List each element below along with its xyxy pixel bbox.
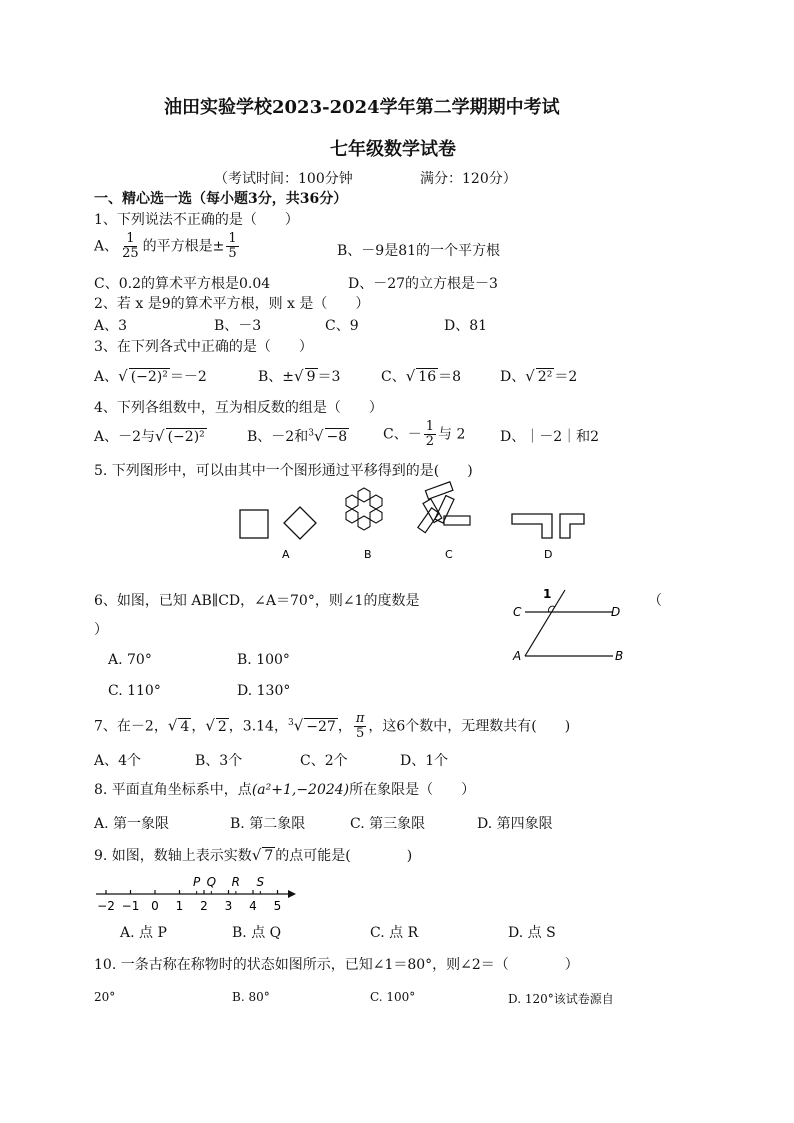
- fig-label-a: A: [513, 649, 522, 663]
- question-4-option-d: D、｜－2｜和2: [500, 429, 600, 445]
- axis-point-label: S: [256, 875, 265, 889]
- question-9-option-a: A. 点 P: [120, 925, 167, 941]
- figure-label-d: D: [544, 548, 553, 561]
- question-10-trailing-text: 该试卷源自: [553, 992, 614, 1006]
- question-6-paren-close: ）: [94, 622, 108, 638]
- fig-label-c: C: [513, 605, 522, 619]
- question-4-option-c: C、－ $\frac{1}{2}$ 与 2: [383, 419, 466, 449]
- axis-tick-label: 3: [224, 899, 233, 913]
- question-4-option-a: A、－2与√ (−2)²: [94, 427, 205, 445]
- question-6-option-d: D. 130°: [237, 683, 291, 699]
- figure-a-diamond: [284, 507, 316, 539]
- question-7-option-b: B、3个: [195, 753, 243, 769]
- question-3-option-c: C、√ 16 ＝8: [381, 367, 462, 385]
- question-5-stem: 5. 下列图形中，可以由其中一个图形通过平移得到的是( ): [94, 463, 473, 479]
- axis-tick-label: −2: [97, 899, 115, 913]
- axis-point-label: R: [231, 875, 241, 889]
- question-9-option-b: B. 点 Q: [232, 925, 282, 941]
- question-10-option-b: B. 80°: [232, 990, 270, 1004]
- question-3-option-a: A、√ (−2)² ＝－2: [94, 367, 207, 385]
- figure-label-b: B: [364, 548, 372, 561]
- exam-title: 油田实验学校2023-2024学年第二学期期中考试: [164, 97, 560, 118]
- figure-a-square: [240, 510, 268, 538]
- question-7-option-c: C、2个: [300, 753, 348, 769]
- question-8-option-a: A. 第一象限: [94, 816, 170, 832]
- question-2-option-a: A、3: [94, 318, 128, 334]
- axis-tick-label: 4: [249, 899, 257, 913]
- exam-subtitle: 七年级数学试卷: [330, 139, 456, 160]
- question-3-option-b: B、±√ 9 ＝3: [258, 367, 341, 385]
- question-5-figures: [230, 478, 600, 564]
- question-7-option-a: A、4个: [94, 753, 142, 769]
- question-9-stem: 9. 如图，数轴上表示实数√ 7 的点可能是( ): [94, 846, 413, 864]
- question-1-option-d: D、－27的立方根是－3: [348, 276, 498, 292]
- figure-c-rectangles: [418, 482, 470, 533]
- axis-tick-label: 5: [273, 899, 282, 913]
- figure-d-left-shape: [512, 514, 552, 538]
- question-10-option-a: 20°: [94, 990, 116, 1004]
- question-1-option-a: A、 $\frac{1}{25}$ 的平方根是± $\frac{1}{5}$: [94, 231, 237, 261]
- axis-point-label: P: [193, 875, 201, 889]
- question-4-option-b: B、－2和$^3$√ −8: [247, 427, 348, 445]
- axis-point-label: Q: [206, 875, 217, 889]
- exam-score-info: 满分：120分）: [420, 171, 517, 187]
- question-8-option-c: C. 第三象限: [350, 816, 426, 832]
- question-8-option-d: D. 第四象限: [477, 816, 553, 832]
- question-1-option-b: B、－9是81的一个平方根: [337, 243, 501, 259]
- question-10-option-d: D. 120°该试卷源自: [508, 992, 614, 1006]
- question-6-paren-open: （: [648, 593, 662, 609]
- question-10-option-c: C. 100°: [370, 990, 416, 1004]
- fig-label-b: B: [615, 649, 624, 663]
- number-line-arrow: [288, 890, 296, 898]
- question-9-option-c: C. 点 R: [370, 925, 419, 941]
- figure-d-right-shape: [560, 514, 584, 538]
- question-2-option-b: B、－3: [214, 318, 262, 334]
- question-4-stem: 4、下列各组数中，互为相反数的组是（ ）: [94, 400, 383, 416]
- question-8-option-b: B. 第二象限: [230, 816, 306, 832]
- fig-label-d: D: [611, 605, 621, 619]
- question-10-stem: 10. 一条古称在称物时的状态如图所示，已知∠1＝80°，则∠2＝（ ）: [94, 957, 579, 973]
- question-8-point: (a²+1,−2024): [251, 782, 350, 798]
- figure-label-a: A: [282, 548, 290, 561]
- question-3-stem: 3、在下列各式中正确的是（ ）: [94, 339, 313, 355]
- axis-tick-label: −1: [121, 899, 140, 913]
- question-1-stem: 1、下列说法不正确的是（ ）: [94, 212, 299, 228]
- question-6-option-b: B. 100°: [237, 652, 290, 668]
- question-6-option-a: A. 70°: [108, 652, 152, 668]
- fig-label-1: 1: [543, 587, 552, 601]
- question-1-option-c: C、0.2的算术平方根是0.04: [94, 276, 271, 292]
- question-6-option-c: C. 110°: [108, 683, 161, 699]
- exam-time-info: （考试时间：100分钟: [214, 171, 353, 187]
- number-line-figure: [92, 870, 302, 914]
- question-8-stem: 8. 平面直角坐标系中，点(a²+1,−2024)所在象限是（ ）: [94, 782, 476, 798]
- axis-tick-label: 2: [200, 899, 208, 913]
- question-2-stem: 2、若 x 是9的算术平方根，则 x 是（ ）: [94, 296, 370, 312]
- question-7-stem: 7、在－2，√ 4 ，√ 2 ，3.14，$^3$√ −27 ， $\frac{\pi}{5}$ ，这6个数中，无理数共有( ): [94, 711, 571, 741]
- question-2-option-c: C、9: [325, 318, 359, 334]
- figure-label-c: C: [445, 548, 453, 561]
- axis-tick-label: 0: [151, 899, 159, 913]
- question-6-figure: [505, 584, 635, 666]
- question-7-option-d: D、1个: [400, 753, 449, 769]
- question-2-option-d: D、81: [444, 318, 488, 334]
- question-3-option-d: D、√ 2² ＝2: [500, 367, 578, 385]
- question-6-stem: 6、如图，已知 AB∥CD，∠A＝70°，则∠1的度数是: [94, 593, 420, 609]
- question-9-option-d: D. 点 S: [508, 925, 556, 941]
- figure-b-hexagons: [346, 488, 382, 530]
- section-title: 一、精心选一选（每小题3分，共36分）: [94, 191, 348, 207]
- axis-tick-label: 1: [175, 899, 184, 913]
